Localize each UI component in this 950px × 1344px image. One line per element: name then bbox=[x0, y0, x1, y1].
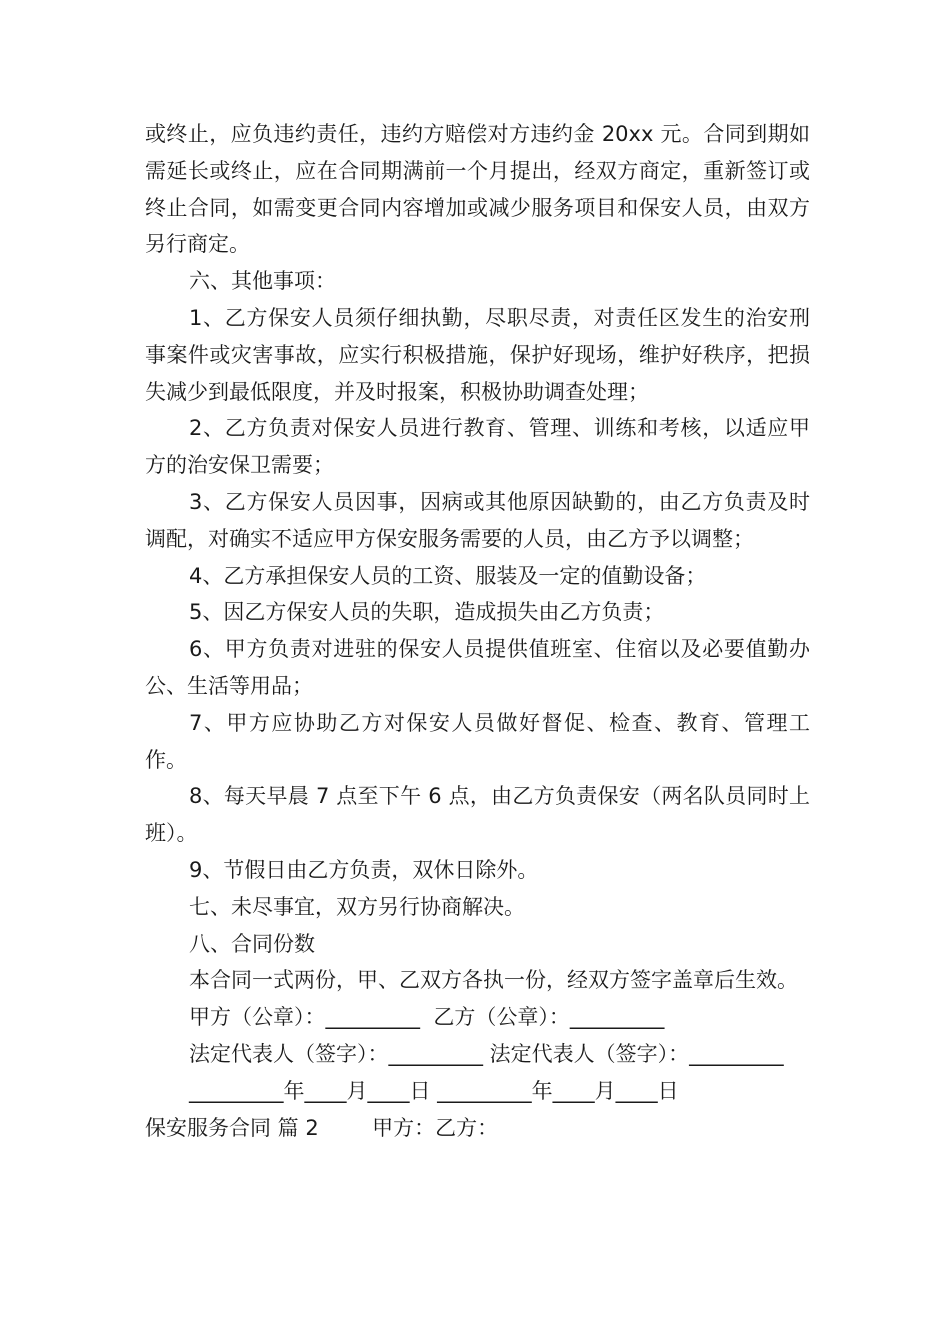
signature-seals-line: 甲方（公章）：_________ 乙方（公章）：_________ bbox=[189, 1005, 665, 1030]
clause-item-1: 1、乙方保安人员须仔细执勤，尽职尽责，对责任区发生的治安刑事案件或灾害事故，应实行积极措施，保护好现场，维护好秩序，把损失减少到最低限度，并及时报案，积极协助调查处理； bbox=[145, 305, 810, 404]
section-heading-other-matters: 六、其他事项： bbox=[189, 269, 336, 294]
clause-item-4: 4、乙方承担保安人员的工资、服装及一定的值勤设备； bbox=[189, 563, 707, 588]
clause-item-7: 7、甲方应协助乙方对保安人员做好督促、检查、教育、管理工作。 bbox=[145, 710, 810, 772]
signature-dates-line: _________年____月____日 _________年____月____日 bbox=[189, 1078, 679, 1103]
clause-item-8: 8、每天早晨 7 点至下午 6 点，由乙方负责保安（两名队员同时上班）。 bbox=[145, 784, 810, 846]
document-page bbox=[145, 116, 810, 1146]
paragraph-continuation: 或终止，应负违约责任，违约方赔偿对方违约金 20xx 元。合同到期如需延长或终止，应在合同期满前一个月提出，经双方商定，重新签订或终止合同，如需变更合同内容增加或减少服务项目和保安人员，由双方另行商定。 bbox=[145, 122, 810, 257]
copies-paragraph: 本合同一式两份，甲、乙双方各执一份，经双方签字盖章后生效。 bbox=[189, 968, 798, 993]
clause-item-6: 6、甲方负责对进驻的保安人员提供值班室、住宿以及必要值勤办公、生活等用品； bbox=[145, 637, 810, 698]
clause-item-2: 2、乙方负责对保安人员进行教育、管理、训练和考核，以适应甲方的治安保卫需要； bbox=[145, 416, 810, 478]
signature-representatives-line: 法定代表人（签字）：_________ 法定代表人（签字）：_________ bbox=[189, 1041, 784, 1066]
section-heading-unresolved: 七、未尽事宜，双方另行协商解决。 bbox=[189, 894, 525, 919]
clause-item-3: 3、乙方保安人员因事，因病或其他原因缺勤的，由乙方负责及时调配，对确实不适应甲方保安服务需要的人员，由乙方予以调整； bbox=[145, 489, 810, 551]
section-heading-copies: 八、合同份数 bbox=[189, 931, 315, 956]
clause-item-5: 5、因乙方保安人员的失职，造成损失由乙方负责； bbox=[189, 600, 665, 625]
clause-item-9: 9、节假日由乙方负责，双休日除外。 bbox=[189, 857, 539, 882]
next-contract-heading: 保安服务合同 篇 2 甲方：乙方： bbox=[145, 1115, 499, 1140]
